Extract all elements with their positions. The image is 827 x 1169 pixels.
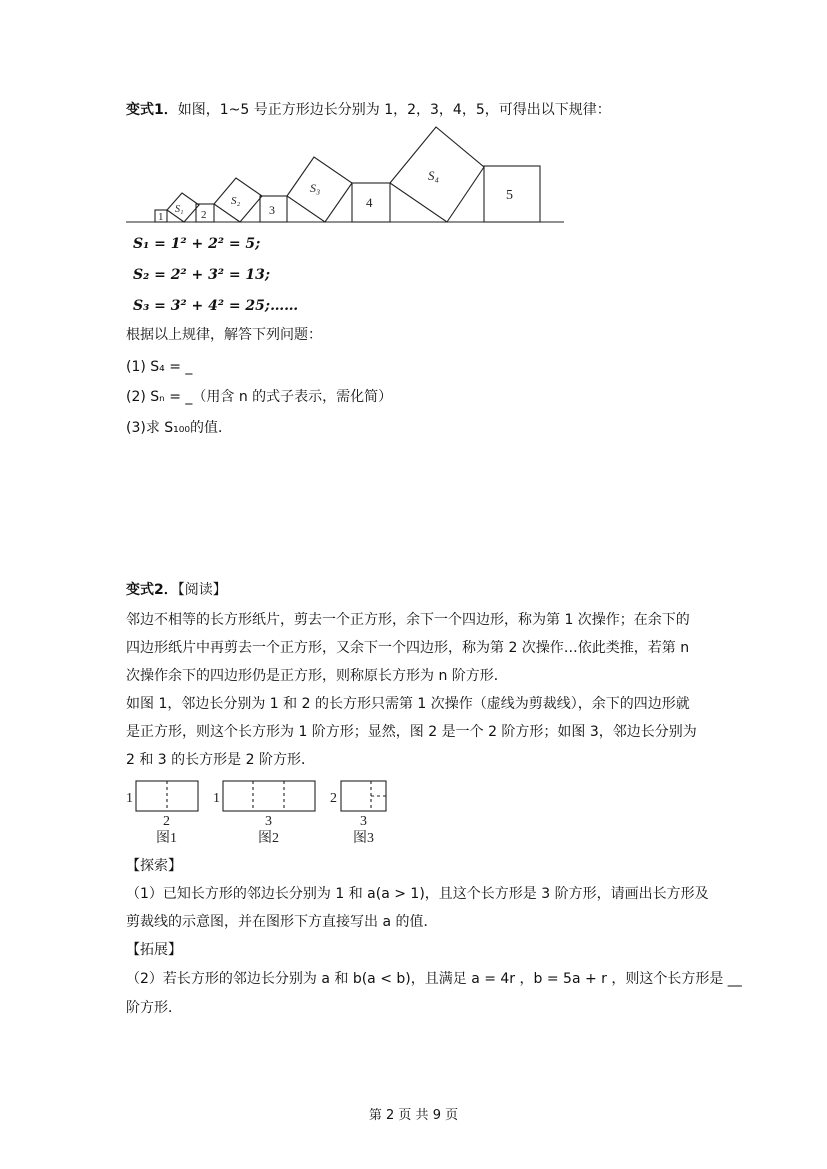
square-2-label: 2 bbox=[201, 209, 207, 221]
v2-heading-line bbox=[126, 580, 227, 600]
s4-label: S₄ bbox=[428, 168, 440, 183]
v1-question-1: (1) S₄ = _ bbox=[126, 359, 193, 375]
v1-heading: 变式1． bbox=[126, 102, 178, 118]
s1-label: S₁ bbox=[175, 204, 184, 215]
formula-s1: S₁ = 1² + 2² = 5; bbox=[133, 236, 261, 252]
fig2-rect bbox=[223, 781, 315, 811]
v2-explore-tag: 【探索】 bbox=[126, 858, 182, 874]
page-footer: 第 2 页 共 9 页 bbox=[368, 1108, 459, 1123]
s3-label: S₃ bbox=[310, 181, 321, 195]
rectangles-figure bbox=[0, 778, 827, 848]
fig2-side-label: 1 bbox=[213, 791, 220, 806]
fig3-bottom-label: 3 bbox=[360, 814, 367, 829]
v1-intro: 如图，1~5 号正方形边长分别为 1，2，3，4，5，可得出以下规律： bbox=[177, 102, 611, 118]
v1-heading-line bbox=[126, 100, 611, 120]
square-5-label: 5 bbox=[506, 188, 513, 203]
v2-extend-line1: （2）若长方形的邻边长分别为 a 和 b(a < b)，且满足 a = 4r ，b = 5a + r ，则这个长方形是 __ bbox=[126, 971, 742, 987]
v2-extend-line2: 阶方形． bbox=[126, 1000, 182, 1016]
fig1-caption: 图1 bbox=[156, 831, 177, 846]
fig3-caption: 图3 bbox=[353, 831, 374, 846]
formula-s2: S₂ = 2² + 3² = 13; bbox=[133, 267, 271, 283]
v2-extend-tag: 【拓展】 bbox=[126, 942, 182, 958]
v2-read-tag: 【阅读】 bbox=[177, 582, 227, 598]
square-3-label: 3 bbox=[269, 203, 275, 217]
fig1-side-label: 1 bbox=[126, 791, 133, 806]
formula-s3: S₃ = 3² + 4² = 25;…… bbox=[133, 298, 299, 314]
v2-para2-line1: 如图 1，邻边长分别为 1 和 2 的长方形只需第 1 次操作（虚线为剪裁线），余下的四边形就 bbox=[126, 696, 690, 712]
v2-explore-line1: （1）已知长方形的邻边长分别为 1 和 a(a > 1)，且这个长方形是 3 阶方形，请画出长方形及 bbox=[126, 886, 709, 902]
v2-heading: 变式2． bbox=[126, 582, 178, 598]
v2-para1-line2: 四边形纸片中再剪去一个正方形，又余下一个四边形，称为第 2 次操作…依此类推，若第 n bbox=[126, 640, 690, 656]
v2-para2-line2: 是正方形，则这个长方形为 1 阶方形；显然，图 2 是一个 2 阶方形；如图 3，邻边长分别为 bbox=[126, 724, 697, 740]
square-4-label: 4 bbox=[366, 195, 373, 210]
v2-explore-line2: 剪裁线的示意图，并在图形下方直接写出 a 的值． bbox=[126, 914, 438, 930]
v1-ask: 根据以上规律，解答下列问题： bbox=[126, 327, 322, 343]
v1-question-2: (2) Sₙ = _（用含 n 的式子表示，需化简） bbox=[126, 389, 393, 405]
square-1-label: 1 bbox=[158, 211, 164, 223]
squares-figure bbox=[0, 120, 827, 240]
s2-label: S₂ bbox=[231, 195, 241, 207]
v2-para1-line1: 邻边不相等的长方形纸片，剪去一个正方形，余下一个四边形，称为第 1 次操作；在余下的 bbox=[126, 612, 690, 628]
fig2-bottom-label: 3 bbox=[265, 814, 272, 829]
v2-para2-line3: 2 和 3 的长方形是 2 阶方形． bbox=[126, 752, 315, 768]
fig1-bottom-label: 2 bbox=[163, 814, 170, 829]
v2-para1-line3: 次操作余下的四边形仍是正方形，则称原长方形为 n 阶方形． bbox=[126, 668, 508, 684]
fig2-caption: 图2 bbox=[258, 831, 279, 846]
v1-question-3: (3)求 S₁₀₀的值． bbox=[126, 420, 233, 436]
fig3-side-label: 2 bbox=[330, 791, 337, 806]
